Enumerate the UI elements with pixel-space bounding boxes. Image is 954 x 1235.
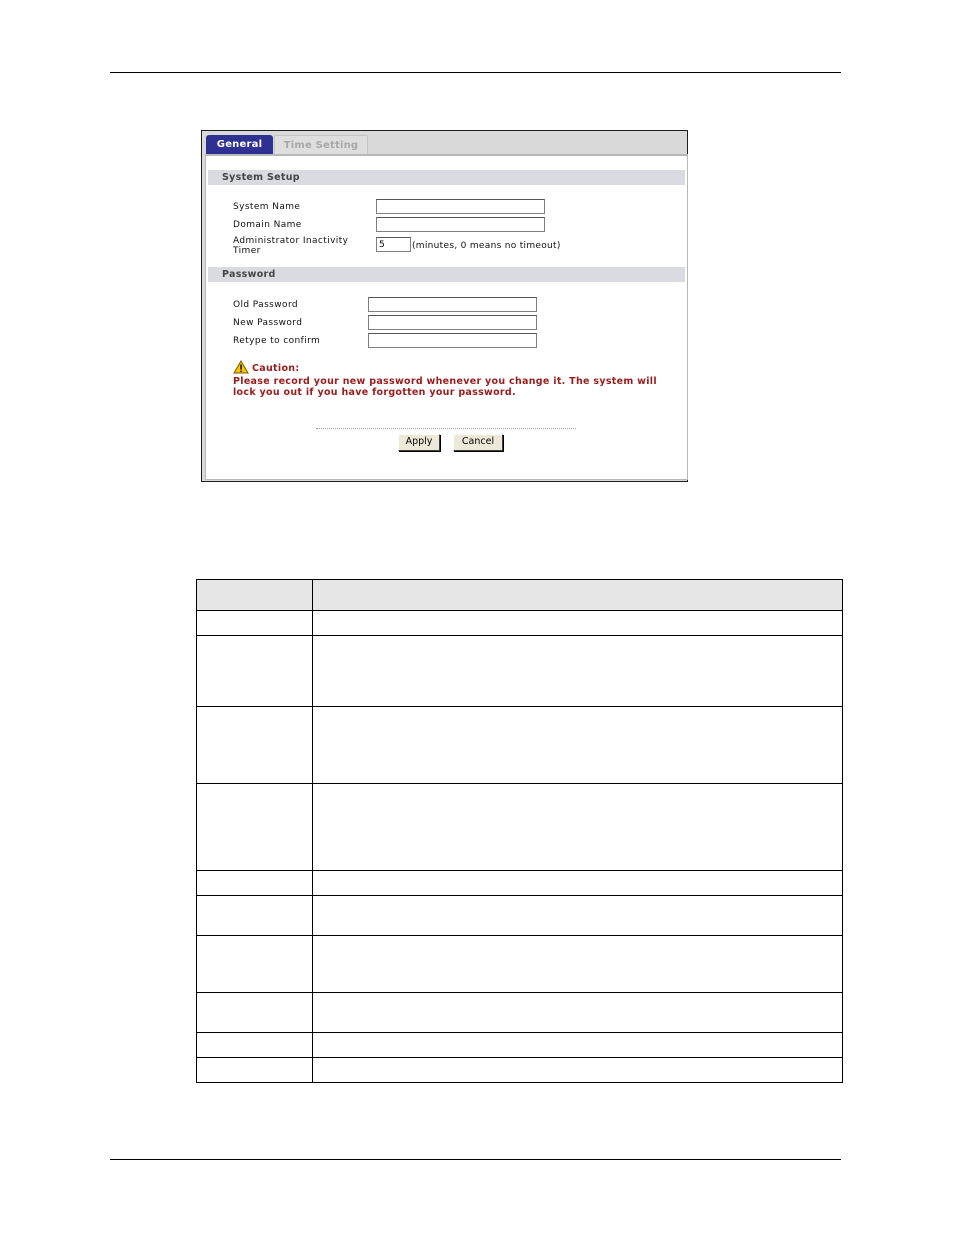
table-cell — [313, 871, 843, 896]
domain-name-label: Domain Name — [233, 220, 302, 230]
screenshot-frame — [201, 130, 688, 482]
table-cell — [313, 707, 843, 784]
table-cell — [313, 896, 843, 936]
button-divider — [316, 428, 576, 429]
system-name-field[interactable] — [376, 199, 545, 214]
header-rule — [110, 72, 841, 73]
table-cell — [197, 1033, 313, 1058]
table-cell — [313, 784, 843, 871]
table-cell — [313, 1033, 843, 1058]
table-cell — [197, 896, 313, 936]
tab-bar — [202, 131, 687, 155]
table-cell — [313, 611, 843, 636]
table-row — [197, 784, 843, 871]
table-cell — [197, 707, 313, 784]
inactivity-timer-field[interactable] — [376, 237, 411, 252]
inactivity-timer-label — [233, 236, 348, 256]
table-header-row — [197, 580, 843, 611]
table-row — [197, 896, 843, 936]
table-cell — [313, 636, 843, 707]
old-password-label: Old Password — [233, 300, 298, 310]
description-table — [196, 579, 843, 1083]
retype-password-field[interactable] — [368, 333, 537, 348]
table-cell — [197, 1058, 313, 1083]
table-cell — [313, 1058, 843, 1083]
table-header-cell — [197, 580, 313, 611]
general-panel — [205, 154, 688, 480]
table-cell — [197, 993, 313, 1033]
table-row — [197, 871, 843, 896]
table-row — [197, 993, 843, 1033]
table-header-cell — [313, 580, 843, 611]
table-row — [197, 1058, 843, 1083]
old-password-field[interactable] — [368, 297, 537, 312]
table-row — [197, 611, 843, 636]
inactivity-label-line2: Timer — [233, 246, 261, 256]
new-password-field[interactable] — [368, 315, 537, 330]
warning-icon — [233, 360, 249, 374]
section-system-setup: System Setup — [208, 170, 685, 185]
apply-button[interactable]: Apply — [398, 434, 440, 451]
table-cell — [313, 936, 843, 993]
inactivity-hint: (minutes, 0 means no timeout) — [412, 241, 561, 251]
cancel-button[interactable]: Cancel — [453, 434, 503, 451]
table-cell — [197, 611, 313, 636]
inactivity-label-line1: Administrator Inactivity — [233, 236, 349, 246]
table-cell — [197, 871, 313, 896]
domain-name-field[interactable] — [376, 217, 545, 232]
table-cell — [197, 784, 313, 871]
table-row — [197, 636, 843, 707]
table-row — [197, 1033, 843, 1058]
footer-rule — [110, 1159, 841, 1160]
system-name-label: System Name — [233, 202, 301, 212]
table-cell — [197, 936, 313, 993]
table-row — [197, 707, 843, 784]
retype-password-label: Retype to confirm — [233, 336, 321, 346]
tab-time-setting[interactable]: Time Setting — [274, 135, 368, 155]
new-password-label: New Password — [233, 318, 303, 328]
section-password: Password — [208, 267, 685, 282]
tab-general[interactable]: General — [206, 135, 273, 155]
caution-text: Please record your new password whenever you change it. The system will lock you out if you have forgotten your password. — [233, 376, 657, 398]
table-cell — [313, 993, 843, 1033]
caution-title: Caution: — [252, 363, 300, 374]
table-row — [197, 936, 843, 993]
table-cell — [197, 636, 313, 707]
